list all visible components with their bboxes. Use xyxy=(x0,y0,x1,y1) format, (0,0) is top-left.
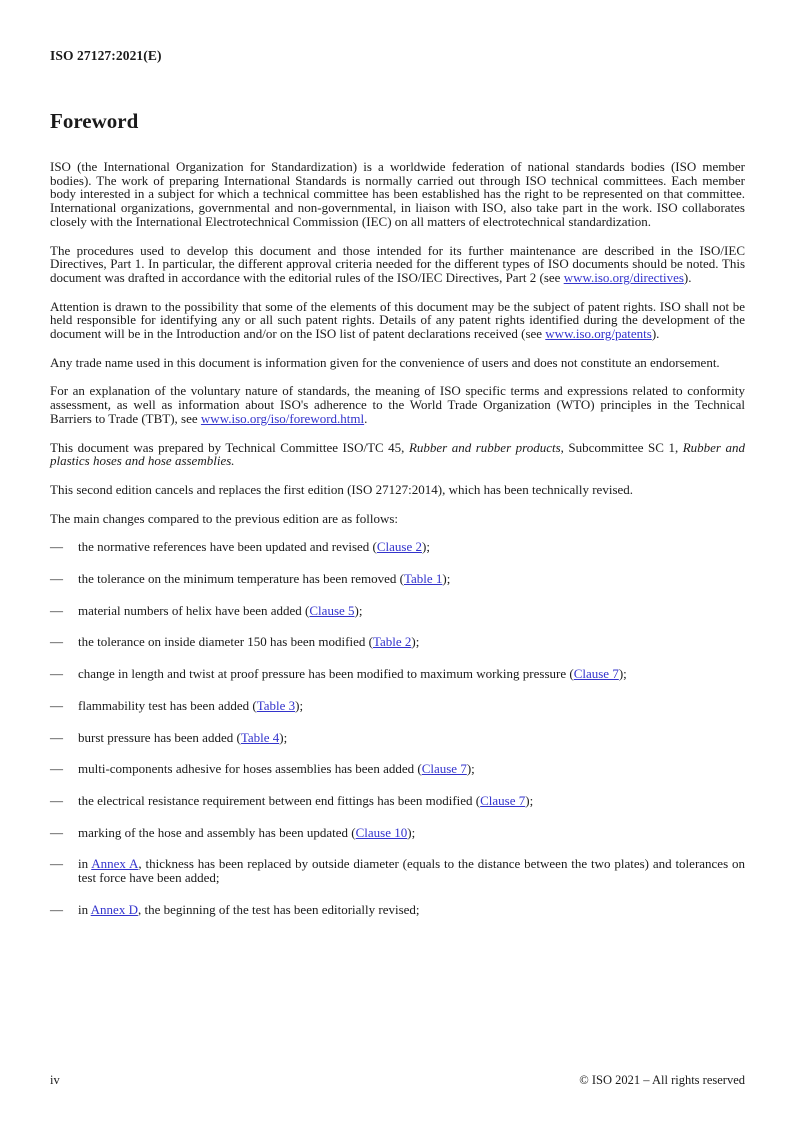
page-title: Foreword xyxy=(50,109,139,133)
list-item: — in Annex D, the beginning of the test has been editorially revised; xyxy=(50,901,420,917)
link-clause-5[interactable]: Clause 5 xyxy=(309,602,355,618)
link-www-iso-org-directives[interactable]: www.iso.org/directives xyxy=(563,269,684,285)
bullet-dash: — xyxy=(50,856,63,872)
bullet-dash: — xyxy=(50,666,63,682)
page-footer xyxy=(50,1073,745,1088)
link-clause-2[interactable]: Clause 2 xyxy=(376,539,422,555)
link-annex-d[interactable]: Annex D xyxy=(90,901,138,917)
link-table-1[interactable]: Table 1 xyxy=(403,571,443,587)
italic-text: Rubber and plastics hoses and hose assemblies. xyxy=(50,439,745,469)
link-clause-10[interactable]: Clause 10 xyxy=(355,824,408,840)
list-item: — multi-components adhesive for hoses assemblies has been added (Clause 7); xyxy=(50,761,475,777)
link-annex-a[interactable]: Annex A xyxy=(91,856,139,872)
list-item: — the tolerance on the minimum temperature has been removed (Table 1); xyxy=(50,571,451,587)
bullet-dash: — xyxy=(50,571,63,587)
list-item: — the tolerance on inside diameter 150 has been modified (Table 2); xyxy=(50,634,420,650)
link-www-iso-org-patents[interactable]: www.iso.org/patents xyxy=(545,326,652,342)
link-table-4[interactable]: Table 4 xyxy=(240,729,280,745)
list-item: — flammability test has been added (Table 3); xyxy=(50,697,304,713)
paragraph: This document was prepared by Technical Committee ISO/TC 45, Rubber and rubber products, Subcommittee SC 1, Rubber and plastics hoses and hose assemblies. xyxy=(50,439,745,469)
page-header xyxy=(50,48,745,64)
bullet-dash: — xyxy=(50,792,63,808)
italic-text: Rubber and rubber products xyxy=(408,439,561,455)
link-table-3[interactable]: Table 3 xyxy=(256,697,296,713)
link-clause-7[interactable]: Clause 7 xyxy=(573,666,619,682)
bullet-dash: — xyxy=(50,539,63,555)
link-clause-7[interactable]: Clause 7 xyxy=(480,792,526,808)
link-clause-7[interactable]: Clause 7 xyxy=(421,761,467,777)
paragraph: ISO (the International Organization for Standardization) is a worldwide federation of national standards bodies (ISO member bodies). The work of preparing International Standards is normally carried out through ISO technical committees. Each member body interested in a subject for which a technical committee has been established has the right to be represented on that committee. International organizations, governmental and non-governmental, in liaison with ISO, also take part in the work. ISO collaborates closely with the International Electrotechnical Commission (IEC) on all matters of electrotechnical standardization. xyxy=(50,159,745,229)
bullet-dash: — xyxy=(50,634,63,650)
paragraph: Any trade name used in this document is information given for the convenience of users and does not constitute an endorsement. xyxy=(50,354,720,370)
link-table-2[interactable]: Table 2 xyxy=(372,634,412,650)
bullet-dash: — xyxy=(50,901,63,917)
bullet-dash: — xyxy=(50,602,63,618)
paragraph: Attention is drawn to the possibility that some of the elements of this document may be the subject of patent rights. ISO shall not be held responsible for identifying any or all such patent rights. Details of any patent rights identified during the development of the document will be in the Introduction and/or on the ISO list of patent declarations received (see www.iso.org/patents). xyxy=(50,298,745,342)
page-number: iv xyxy=(50,1073,60,1087)
paragraph: The main changes compared to the previous edition are as follows: xyxy=(50,510,399,526)
paragraph: This second edition cancels and replaces the first edition (ISO 27127:2014), which has been technically revised. xyxy=(50,481,634,497)
copyright-notice: © ISO 2021 – All rights reserved xyxy=(579,1073,745,1087)
list-item: — change in length and twist at proof pressure has been modified to maximum working pressure (Clause 7); xyxy=(50,666,627,682)
list-item: — the normative references have been updated and revised (Clause 2); xyxy=(50,539,430,555)
list-item: — in Annex A, thickness has been replaced by outside diameter (equals to the distance between the two plates) and tolerances on test force have been added; xyxy=(50,856,745,886)
bullet-dash: — xyxy=(50,697,63,713)
list-item: — the electrical resistance requirement between end fittings has been modified (Clause 7); xyxy=(50,792,534,808)
bullet-dash: — xyxy=(50,729,63,745)
link-www-iso-org-iso-foreword-html[interactable]: www.iso.org/iso/foreword.html xyxy=(200,410,365,426)
list-item: — material numbers of helix have been added (Clause 5); xyxy=(50,602,363,618)
document-body xyxy=(50,160,745,917)
paragraph: For an explanation of the voluntary nature of standards, the meaning of ISO specific terms and expressions related to conformity assessment, as well as information about ISO's adherence to the World Trade Organization (WTO) principles in the Technical Barriers to Trade (TBT), see www.iso.org/iso/foreword.html. xyxy=(50,383,745,426)
bullet-dash: — xyxy=(50,824,63,840)
list-item: — marking of the hose and assembly has been updated (Clause 10); xyxy=(50,824,416,840)
list-item: — burst pressure has been added (Table 4); xyxy=(50,729,288,745)
document-code: ISO 27127:2021(E) xyxy=(50,48,162,63)
bullet-dash: — xyxy=(50,761,63,777)
paragraph: The procedures used to develop this document and those intended for its further maintenance are described in the ISO/IEC Directives, Part 1. In particular, the different approval criteria needed for the different types of ISO documents should be noted. This document was drafted in accordance with the editorial rules of the ISO/IEC Directives, Part 2 (see www.iso.org/directives). xyxy=(50,242,745,285)
